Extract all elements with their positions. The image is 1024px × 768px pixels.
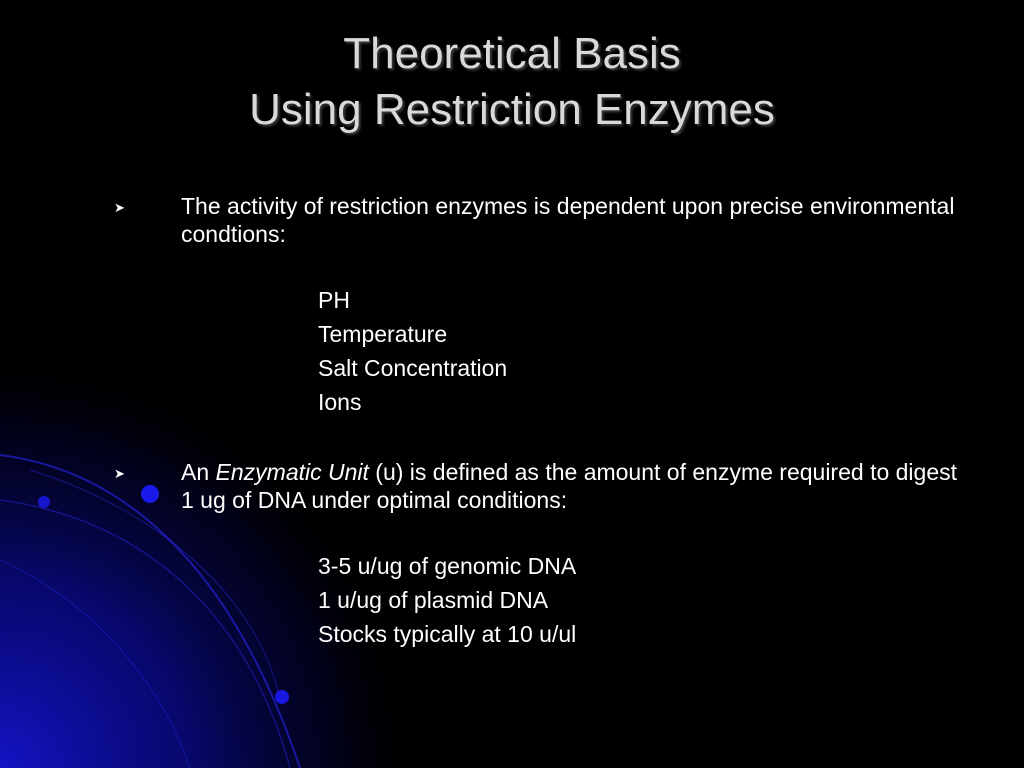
arrowhead-bullet-icon: ➤ <box>114 466 125 481</box>
sub-list-item: Temperature <box>318 321 448 347</box>
sub-list-item: Salt Concentration <box>318 355 508 381</box>
bullet-text-end: (u) is defined as the amount of enzyme required to digest 1 ug of DNA under optimal conditions: <box>181 459 958 513</box>
sub-list-item: Ions <box>318 389 362 415</box>
arrowhead-bullet-icon: ➤ <box>114 200 125 215</box>
sub-list-item: PH <box>318 287 350 313</box>
bullet-text: The activity of restriction enzymes is dependent upon precise environmental condtions: <box>181 193 955 247</box>
title-line-1: Theoretical Basis <box>343 29 681 78</box>
enzymatic-unit-term: Enzymatic Unit <box>215 459 369 485</box>
bullet-text-start: An <box>181 459 216 485</box>
swirl-dot <box>141 485 159 503</box>
swirl-dot <box>275 690 289 704</box>
slide-title <box>0 26 1024 138</box>
sub-list-item: Stocks typically at 10 u/ul <box>318 621 577 647</box>
bullet-text <box>181 458 971 514</box>
sub-list <box>318 549 576 651</box>
sub-list <box>318 283 507 419</box>
sub-list-item: 3-5 u/ug of genomic DNA <box>318 553 577 579</box>
title-line-2: Using Restriction Enzymes <box>249 85 775 134</box>
swirl-dot <box>38 496 50 508</box>
sub-list-item: 1 u/ug of plasmid DNA <box>318 587 549 613</box>
